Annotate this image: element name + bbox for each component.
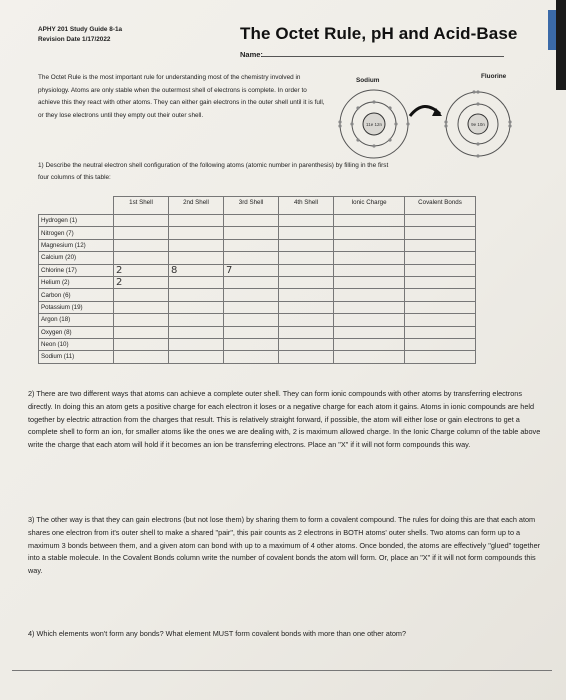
covalent-bonds-cell[interactable] (405, 239, 476, 251)
ionic-charge-cell[interactable] (334, 338, 405, 350)
question-2: 2) There are two different ways that atoms can achieve a complete outer shell. They can form ionic compounds with other atoms by transferring electrons directly. In doing this an atom gets a positive charge for each electron it loses or a negative charge for each atom it gains. Atoms in ionic compounds are held together by electric attraction from the charges that result. This is relatively straight forward, if possible, the atom will either lose or gain electrons to get a complete shell to form an ion, for smaller atoms like the ones we are dealing with, 2 is maximum allowed charge. In the Ionic Charge column of the table above write the charge that each atom will hold if it becomes an ion be transferring electrons. Place an "X" if it will not form compounds this way. (28, 389, 541, 450)
table-row (39, 326, 476, 338)
covalent-bonds-cell[interactable] (405, 314, 476, 326)
ionic-charge-cell[interactable] (334, 215, 405, 227)
shell-3-cell[interactable] (224, 215, 279, 227)
sodium-atom-diagram (338, 90, 409, 158)
shell-3-cell[interactable] (224, 314, 279, 326)
table-header-row (39, 197, 476, 215)
ionic-charge-cell[interactable] (334, 227, 405, 239)
shell-4-cell[interactable] (279, 276, 334, 288)
shell-4-cell[interactable] (279, 227, 334, 239)
shell-2-cell[interactable] (169, 338, 224, 350)
table-row (39, 289, 476, 301)
question-4: 4) Which elements won't form any bonds? What element MUST form covalent bonds with more than one other atom? (28, 629, 407, 638)
ionic-charge-cell[interactable] (334, 351, 405, 363)
covalent-bonds-cell[interactable] (405, 338, 476, 350)
shell-2-cell[interactable] (169, 276, 224, 288)
table-row (39, 301, 476, 313)
ionic-charge-cell[interactable] (334, 314, 405, 326)
shell-1-cell[interactable] (114, 289, 169, 301)
covalent-bonds-cell[interactable] (405, 264, 476, 276)
shell-1-cell[interactable] (114, 326, 169, 338)
name-label: Name: (240, 50, 263, 59)
col-header-covalent-bonds: Covalent Bonds (405, 197, 476, 215)
shell-4-cell[interactable] (279, 326, 334, 338)
shell-4-cell[interactable] (279, 301, 334, 313)
col-header-1st-shell: 1st Shell (114, 197, 169, 215)
shell-2-cell[interactable] (169, 326, 224, 338)
covalent-bonds-cell[interactable] (405, 252, 476, 264)
intro-paragraph: The Octet Rule is the most important rule for understanding most of the chemistry involved in physiology. Atoms are only stable when the outermost shell of electrons is complete. In order to achieve this they react with other atoms. They can either gain electrons in the outer shell until it is full, or they lose electrons until they empty out their outer shell. (38, 74, 325, 119)
element-cell: Nitrogen (7) (39, 227, 114, 239)
course-label: APHY 201 Study Guide 8-1a (38, 26, 123, 33)
element-cell: Hydrogen (1) (39, 215, 114, 227)
shell-1-cell[interactable] (114, 301, 169, 313)
covalent-bonds-cell[interactable] (405, 215, 476, 227)
shell-2-cell[interactable] (169, 314, 224, 326)
covalent-bonds-cell[interactable] (405, 289, 476, 301)
col-header-4th-shell: 4th Shell (279, 197, 334, 215)
shell-2-cell[interactable] (169, 301, 224, 313)
shell-2-cell[interactable] (169, 215, 224, 227)
shell-1-cell[interactable] (114, 351, 169, 363)
shell-2-cell[interactable] (169, 239, 224, 251)
element-cell: Calcium (20) (39, 252, 114, 264)
shell-4-cell[interactable] (279, 338, 334, 350)
shell-4-cell[interactable] (279, 239, 334, 251)
table-row (39, 276, 476, 288)
photo-edge-tab (548, 10, 556, 50)
electron-shell-table (38, 196, 476, 364)
shell-2-cell[interactable] (169, 351, 224, 363)
covalent-bonds-cell[interactable] (405, 276, 476, 288)
shell-2-cell[interactable] (169, 252, 224, 264)
shell-1-cell[interactable] (114, 215, 169, 227)
ionic-charge-cell[interactable] (334, 239, 405, 251)
shell-3-cell[interactable] (224, 252, 279, 264)
shell-2-cell[interactable] (169, 227, 224, 239)
photo-edge (556, 0, 566, 90)
col-header-2nd-shell: 2nd Shell (169, 197, 224, 215)
shell-1-cell[interactable] (114, 252, 169, 264)
shell-3-cell[interactable] (224, 301, 279, 313)
atom-diagram (328, 82, 518, 164)
shell-1-cell[interactable] (114, 338, 169, 350)
shell-3-cell[interactable] (224, 351, 279, 363)
element-cell: Magnesium (12) (39, 239, 114, 251)
shell-1-cell[interactable] (114, 314, 169, 326)
question-3: 3) The other way is that they can gain electrons (but not lose them) by sharing them to form a covalent compound. The rules for doing this are that each atom shares one electron from it's outer shell to make a shared "pair", this pair counts as 2 electrons in BOTH atoms' outer shells. Two atoms can form up to a maximum 3 bonds between them, and a given atom can bond with up to a maximum of 4 other atoms. Once bonded, the atoms are effectively "glued" together into a stable molecule. In the Covalent Bonds column write the number of covalent bonds the atom will form. Or, place an "X" if it will not form compounds this way. (28, 515, 541, 576)
page-title: The Octet Rule, pH and Acid-Base (240, 24, 518, 43)
shell-1-cell[interactable] (114, 227, 169, 239)
shell-3-cell[interactable] (224, 326, 279, 338)
shell-3-cell[interactable] (224, 289, 279, 301)
shell-3-cell[interactable] (224, 338, 279, 350)
table-row (39, 338, 476, 350)
ionic-charge-cell[interactable] (334, 252, 405, 264)
table-row (39, 264, 476, 276)
answer-line[interactable] (12, 670, 552, 671)
fluorine-atom-diagram (444, 90, 511, 157)
name-field-line[interactable] (262, 56, 504, 57)
table-row (39, 239, 476, 251)
shell-1-cell[interactable] (114, 239, 169, 251)
revision-date: Revision Date 1/17/2022 (38, 36, 111, 43)
ionic-charge-cell[interactable] (334, 326, 405, 338)
shell-3-cell[interactable] (224, 239, 279, 251)
shell-3-cell[interactable] (224, 276, 279, 288)
shell-4-cell[interactable] (279, 289, 334, 301)
covalent-bonds-cell[interactable] (405, 351, 476, 363)
sodium-nucleus-label: 11e 12n (366, 122, 382, 127)
question-1: 1) Describe the neutral electron shell configuration of the following atoms (atomic number in parenthesis) by filling in the first four columns of this table: (38, 162, 389, 181)
shell-3-cell[interactable] (224, 227, 279, 239)
covalent-bonds-cell[interactable] (405, 326, 476, 338)
shell-4-cell[interactable] (279, 252, 334, 264)
shell-4-cell[interactable] (279, 264, 334, 276)
element-cell: Potassium (19) (39, 301, 114, 313)
shell-1-cell[interactable]: 2 (114, 264, 169, 276)
shell-3-cell[interactable]: 7 (224, 264, 279, 276)
shell-4-cell[interactable] (279, 215, 334, 227)
fluorine-label: Fluorine (481, 73, 507, 80)
table-row (39, 314, 476, 326)
element-cell: Neon (10) (39, 338, 114, 350)
covalent-bonds-cell[interactable] (405, 301, 476, 313)
table-row (39, 351, 476, 363)
ionic-charge-cell[interactable] (334, 276, 405, 288)
table-row (39, 227, 476, 239)
element-cell: Chlorine (17) (39, 264, 114, 276)
sodium-label: Sodium (356, 77, 380, 84)
shell-4-cell[interactable] (279, 351, 334, 363)
element-cell: Oxygen (8) (39, 326, 114, 338)
covalent-bonds-cell[interactable] (405, 227, 476, 239)
ionic-charge-cell[interactable] (334, 289, 405, 301)
shell-2-cell[interactable] (169, 289, 224, 301)
ionic-charge-cell[interactable] (334, 301, 405, 313)
table-row (39, 252, 476, 264)
element-cell: Carbon (6) (39, 289, 114, 301)
element-cell: Argon (18) (39, 314, 114, 326)
col-header-3rd-shell: 3rd Shell (224, 197, 279, 215)
table-row (39, 215, 476, 227)
col-header-ionic-charge: Ionic Charge (334, 197, 405, 215)
shell-2-cell[interactable]: 8 (169, 264, 224, 276)
shell-1-cell[interactable]: 2 (114, 276, 169, 288)
fluorine-nucleus-label: 9e 10n (471, 122, 485, 127)
ionic-charge-cell[interactable] (334, 264, 405, 276)
shell-4-cell[interactable] (279, 314, 334, 326)
element-cell: Helium (2) (39, 276, 114, 288)
element-cell: Sodium (11) (39, 351, 114, 363)
